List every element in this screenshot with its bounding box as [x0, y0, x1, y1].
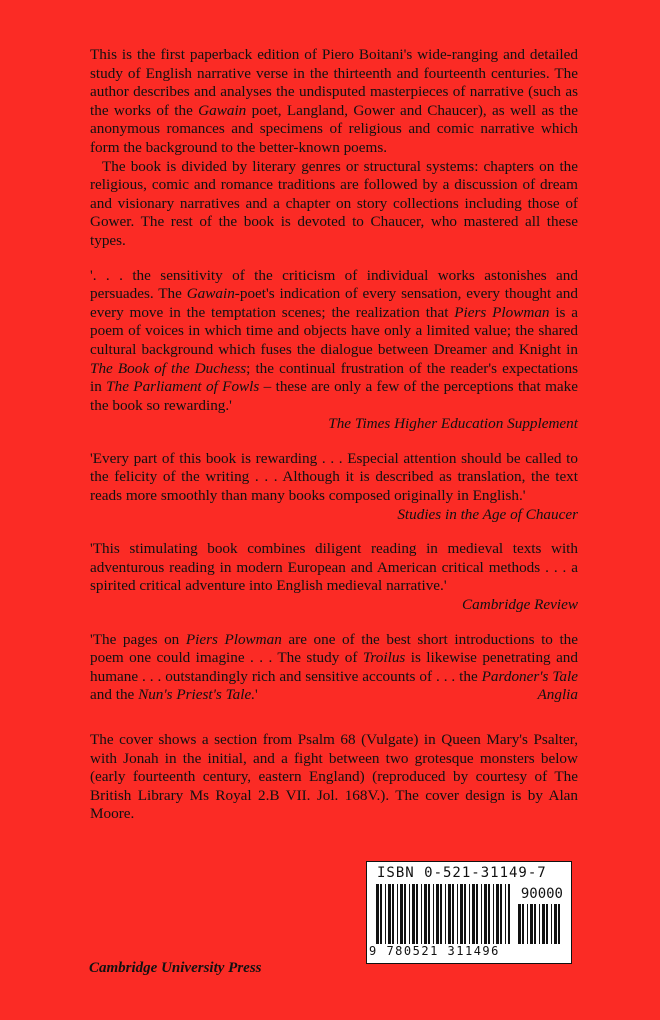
intro-paragraph-1: This is the first paperback edition of Piero Boitani's wide-ranging and detailed study of English narrative verse in the thirteenth and fourteenth centuries. The author describes and analyses the undisputed masterpieces of narrative (such as the works of the Gawain poet, Langland, Gower and Chaucer), as well as the anonymous romances and specimens of religious and comic narrative which form the background to the better-known poems. [90, 46, 578, 156]
review-quote-1: '. . . the sensitivity of the criticism of individual works astonishes and persuades. The Gawain-poet's indication of every sensation, every thought and every move in the temptation scenes; the realization that Piers Plowman is a poem of voices in which time and objects have only a limited value; the shared cultural background which fuses the dialogue between Dreamer and Knight in The Book of the Duchess; the continual frustration of the reader's expectations in The Parliament of Fowls – these are only a few of the perceptions that make the book so rewarding.' The Times Higher Education Supplement [90, 266, 579, 433]
barcode-addon: 90000 [520, 886, 563, 902]
review-quote-4: 'The pages on Piers Plowman are one of the best short introductions to the poem one could imagine . . . The study of Troilus is likewise penetrating and humane . . . outstandingly rich and sensitive accounts of . . . the Pardoner's Tale and the Nun's Priest's Tale.' Anglia [90, 630, 579, 704]
review-quote-3: 'This stimulating book combines diligent reading in medieval texts with adventurous reading in modern European and American critical methods . . . a spirited critical adventure into English medieval narrative.' Cambridge Review [90, 540, 578, 614]
barcode-box [366, 861, 572, 964]
review-source-2: Studies in the Age of Chaucer [397, 505, 578, 523]
review-source-3: Cambridge Review [462, 596, 578, 614]
barcode-icon [375, 884, 510, 944]
cover-note: The cover shows a section from Psalm 68 (Vulgate) in Queen Mary's Psalter, with Jonah in the initial, and a fight between two grotesque monsters below (early fourteenth century, eastern England) (reproduced by courtesy of The British Library Ms Royal 2.B VII. Jol. 168V.). The cover design is by Alan Moore. [90, 731, 578, 823]
review-source-4: Anglia [537, 686, 578, 704]
isbn-number: ISBN 0-521-31149-7 [377, 865, 547, 881]
addon-barcode-icon [517, 904, 563, 944]
intro-paragraph-2: The book is divided by literary genres or structural systems: chapters on the religious, comic and romance traditions are followed by a discussion of dream and visionary narratives and a chapter on story collections including those of Gower. The rest of the book is devoted to Chaucer, who mastered all these types. [90, 157, 578, 249]
review-quote-2: 'Every part of this book is rewarding . . . Especial attention should be called to the felicity of the writing . . . Although it is described as translation, the text reads more smoothly than many books composed originally in English.' Studies in the Age of Chaucer [90, 449, 578, 523]
review-source-1: The Times Higher Education Supplement [328, 415, 578, 433]
publisher-name: Cambridge University Press [89, 960, 262, 976]
ean-number: 9 780521 311496 [369, 944, 500, 958]
back-cover-text [90, 46, 578, 824]
